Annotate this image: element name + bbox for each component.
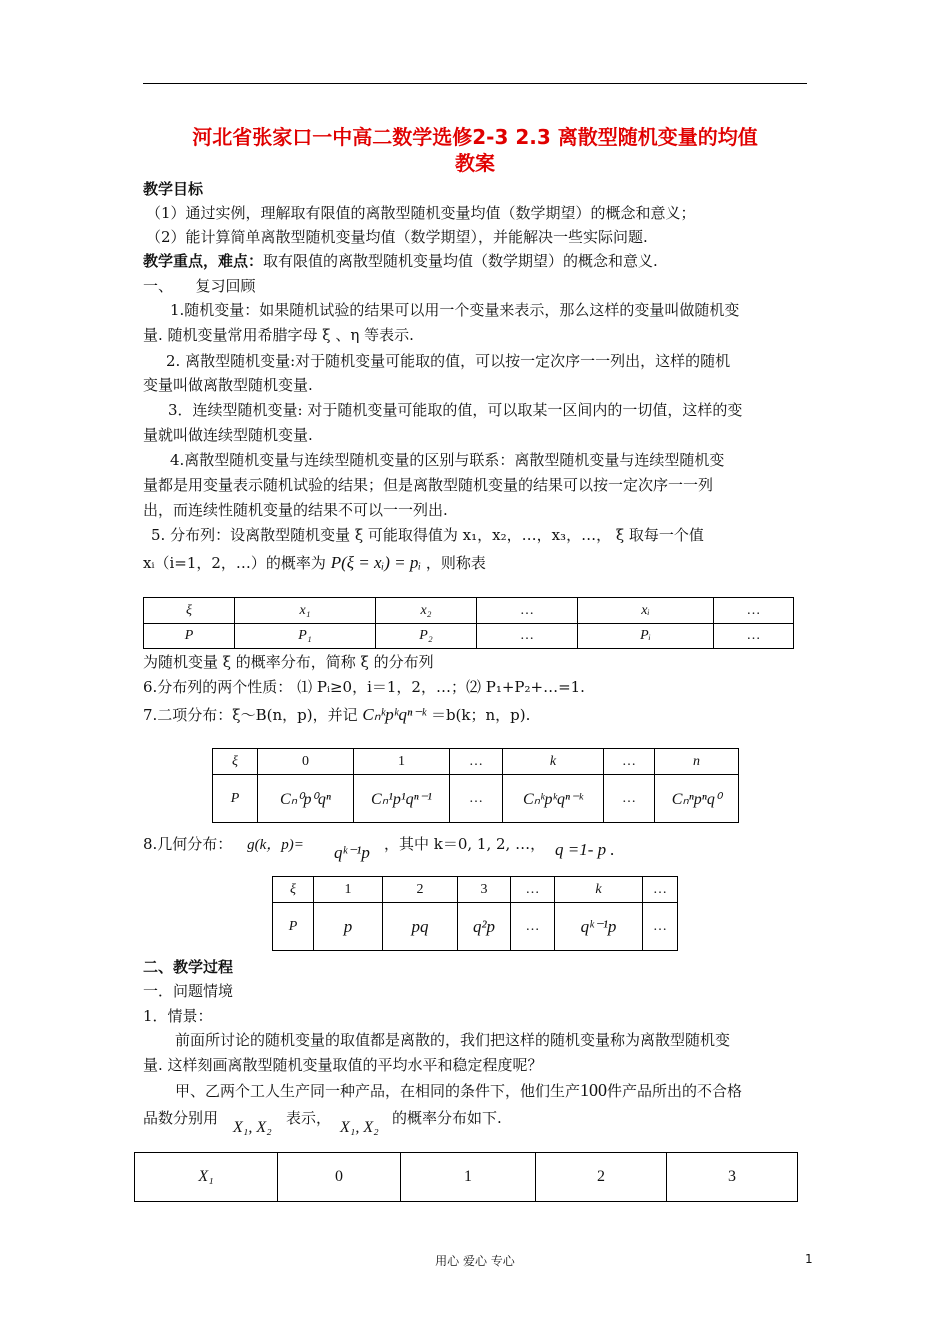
- table-cell: X₁: [135, 1153, 278, 1202]
- process-p2b-x2: X₁, X₂: [340, 1119, 379, 1136]
- table-cell: xᵢ: [578, 598, 714, 624]
- table-cell: q²p: [458, 903, 511, 951]
- process-p2b-post: 的概率分布如下.: [392, 1109, 502, 1127]
- review-p3a: 3．连续型随机变量: 对于随机变量可能取的值，可以取某一区间内的一切值，这样的变: [168, 401, 743, 419]
- table-cell: Pᵢ: [578, 624, 714, 649]
- process-p2b-pre: 品数分别用: [143, 1109, 219, 1127]
- geometric-formula: qᵏ⁻¹p: [334, 843, 370, 862]
- keypoints-label: 教学重点，难点：: [143, 252, 264, 270]
- table-cell: …: [643, 877, 678, 903]
- binomial-post: ＝b(k；n，p).: [430, 706, 531, 724]
- table-row: [144, 624, 794, 649]
- review-p5a: 5. 分布列：设离散型随机变量 ξ 可能取得值为 x₁，x₂，…，x₃，…， ξ 取每一个值: [151, 526, 704, 544]
- keypoints-text: 取有限值的离散型随机变量均值（数学期望）的概念和意义.: [263, 252, 658, 270]
- table-cell: …: [511, 877, 555, 903]
- table-cell: …: [511, 903, 555, 951]
- table-cell: p: [314, 903, 383, 951]
- review-p5b: [143, 553, 486, 573]
- process-p2a: [175, 1080, 742, 1101]
- geometric-g: g(k，p)=: [247, 837, 304, 853]
- table-row: [213, 775, 739, 823]
- table-cell: x₁: [235, 598, 376, 624]
- x1-distribution-table: [134, 1152, 798, 1202]
- review-p4c: 出，而连续性随机变量的结果不可以一一列出.: [143, 501, 448, 519]
- geometric-mid: ，其中 k＝0, 1, 2, …，: [384, 835, 546, 853]
- table-cell: 0: [258, 749, 354, 775]
- table-cell: …: [714, 624, 794, 649]
- process-p2b-mid: 表示，: [286, 1109, 332, 1127]
- objective-1: （1）通过实例，理解取有限值的离散型随机变量均值（数学期望）的概念和意义；: [146, 204, 696, 222]
- process-p2b-x: X₁, X₂: [233, 1119, 272, 1136]
- page-number: 1: [805, 1252, 813, 1266]
- table-cell: Cₙⁿpⁿq⁰: [655, 775, 739, 823]
- binomial-line: [143, 705, 530, 725]
- table-cell: Cₙ¹p¹qⁿ⁻¹: [354, 775, 450, 823]
- table-cell: qᵏ⁻¹p: [555, 903, 643, 951]
- geometric-line: [143, 834, 304, 855]
- table-cell: 0: [278, 1153, 401, 1202]
- table-cell: ξ: [273, 877, 314, 903]
- objective-2: （2）能计算简单离散型随机变量均值（数学期望），并能解决一些实际问题.: [146, 228, 648, 246]
- page-footer: 用心 爱心 专心: [435, 1254, 515, 1268]
- table-cell: ξ: [213, 749, 258, 775]
- table-cell: …: [714, 598, 794, 624]
- table-row: [273, 903, 678, 951]
- table-cell: x₂: [376, 598, 477, 624]
- process-sub1: 一．问题情境: [143, 982, 234, 1000]
- prob-formula: P(ξ = xᵢ) = pᵢ: [330, 553, 422, 572]
- table-cell: 3: [667, 1153, 798, 1202]
- table-cell: Cₙ⁰p⁰qⁿ: [258, 775, 354, 823]
- table-cell: 2: [383, 877, 458, 903]
- geometric-q: q =1- p .: [555, 840, 615, 859]
- process-sub2: 1．情景：: [143, 1007, 213, 1025]
- table-cell: ξ: [144, 598, 235, 624]
- binomial-table: [212, 748, 739, 823]
- review-p2a: 2. 离散型随机变量:对于随机变量可能取的值，可以按一定次序一一列出，这样的随机: [166, 352, 731, 370]
- table-cell: n: [655, 749, 739, 775]
- table-cell: P: [273, 903, 314, 951]
- table-cell: …: [450, 749, 503, 775]
- review-p1b: 量. 随机变量常用希腊字母 ξ 、η 等表示.: [143, 326, 414, 344]
- table-cell: …: [477, 598, 578, 624]
- binomial-pre: 7.二项分布：ξ～B(n，p)，并记: [143, 706, 358, 724]
- review-p4a: 4.离散型随机变量与连续型随机变量的区别与联系：离散型随机变量与连续型随机变: [170, 451, 725, 469]
- table-cell: k: [503, 749, 604, 775]
- table-cell: P₂: [376, 624, 477, 649]
- table-cell: P: [144, 624, 235, 649]
- table-row: [144, 598, 794, 624]
- review-p1a: 1.随机变量：如果随机试验的结果可以用一个变量来表示，那么这样的变量叫做随机变: [170, 301, 740, 319]
- table-cell: 1: [401, 1153, 536, 1202]
- table-cell: P: [213, 775, 258, 823]
- review-p2b: 变量叫做离散型随机变量.: [143, 376, 313, 394]
- table-cell: …: [643, 903, 678, 951]
- review-p5b-pre: xᵢ（i=1，2，…）的概率为: [143, 554, 326, 572]
- review-p3b: 量就叫做连续型随机变量.: [143, 426, 313, 444]
- geometric-table: [272, 876, 678, 951]
- table-cell: 1: [314, 877, 383, 903]
- header-rule: [143, 83, 807, 84]
- document-title-line2: 教案: [455, 151, 495, 175]
- table-row: [273, 877, 678, 903]
- table-cell: …: [604, 775, 655, 823]
- process-p2a-post: 件产品所出的不合格: [607, 1082, 743, 1100]
- table-cell: 2: [536, 1153, 667, 1202]
- table-row: [135, 1153, 798, 1202]
- table-cell: …: [477, 624, 578, 649]
- document-title-line1: 河北省张家口一中高二数学选修2-3 2.3 离散型随机变量的均值: [192, 125, 758, 149]
- review-p4b: 量都是用变量表示随机试验的结果；但是离散型随机变量的结果可以按一定次序一一列: [143, 476, 714, 494]
- table-cell: P₁: [235, 624, 376, 649]
- binomial-formula: Cₙᵏpᵏqⁿ⁻ᵏ: [362, 705, 427, 724]
- properties-text: 6.分布列的两个性质： ⑴ Pᵢ≥0，i＝1，2，…；⑵ P₁+P₂+…=1.: [143, 678, 585, 696]
- process-p1a: 前面所讨论的随机变量的取值都是离散的，我们把这样的随机变量称为离散型随机变: [175, 1031, 731, 1049]
- table-cell: …: [604, 749, 655, 775]
- table-cell: …: [450, 775, 503, 823]
- process-p2a-num: 100: [580, 1080, 608, 1100]
- table-row: [213, 749, 739, 775]
- table-cell: 1: [354, 749, 450, 775]
- process-heading: 二、教学过程: [143, 958, 234, 976]
- process-p2a-pre: 甲、乙两个工人生产同一种产品，在相同的条件下，他们生产: [175, 1082, 581, 1100]
- process-p1b: 量. 这样刻画离散型随机变量取值的平均水平和稳定程度呢？: [143, 1056, 543, 1074]
- keypoints: [143, 251, 658, 271]
- geometric-pre: 8.几何分布：: [143, 835, 233, 853]
- review-heading: 一、 复习回顾: [143, 277, 256, 295]
- table-cell: pq: [383, 903, 458, 951]
- table-cell: Cₙᵏpᵏqⁿ⁻ᵏ: [503, 775, 604, 823]
- objectives-heading: 教学目标: [143, 180, 204, 198]
- table-cell: k: [555, 877, 643, 903]
- after-table-text: 为随机变量 ξ 的概率分布，简称 ξ 的分布列: [143, 653, 434, 671]
- distribution-table: [143, 597, 794, 649]
- review-p5b-post: ，则称表: [425, 554, 486, 572]
- table-cell: 3: [458, 877, 511, 903]
